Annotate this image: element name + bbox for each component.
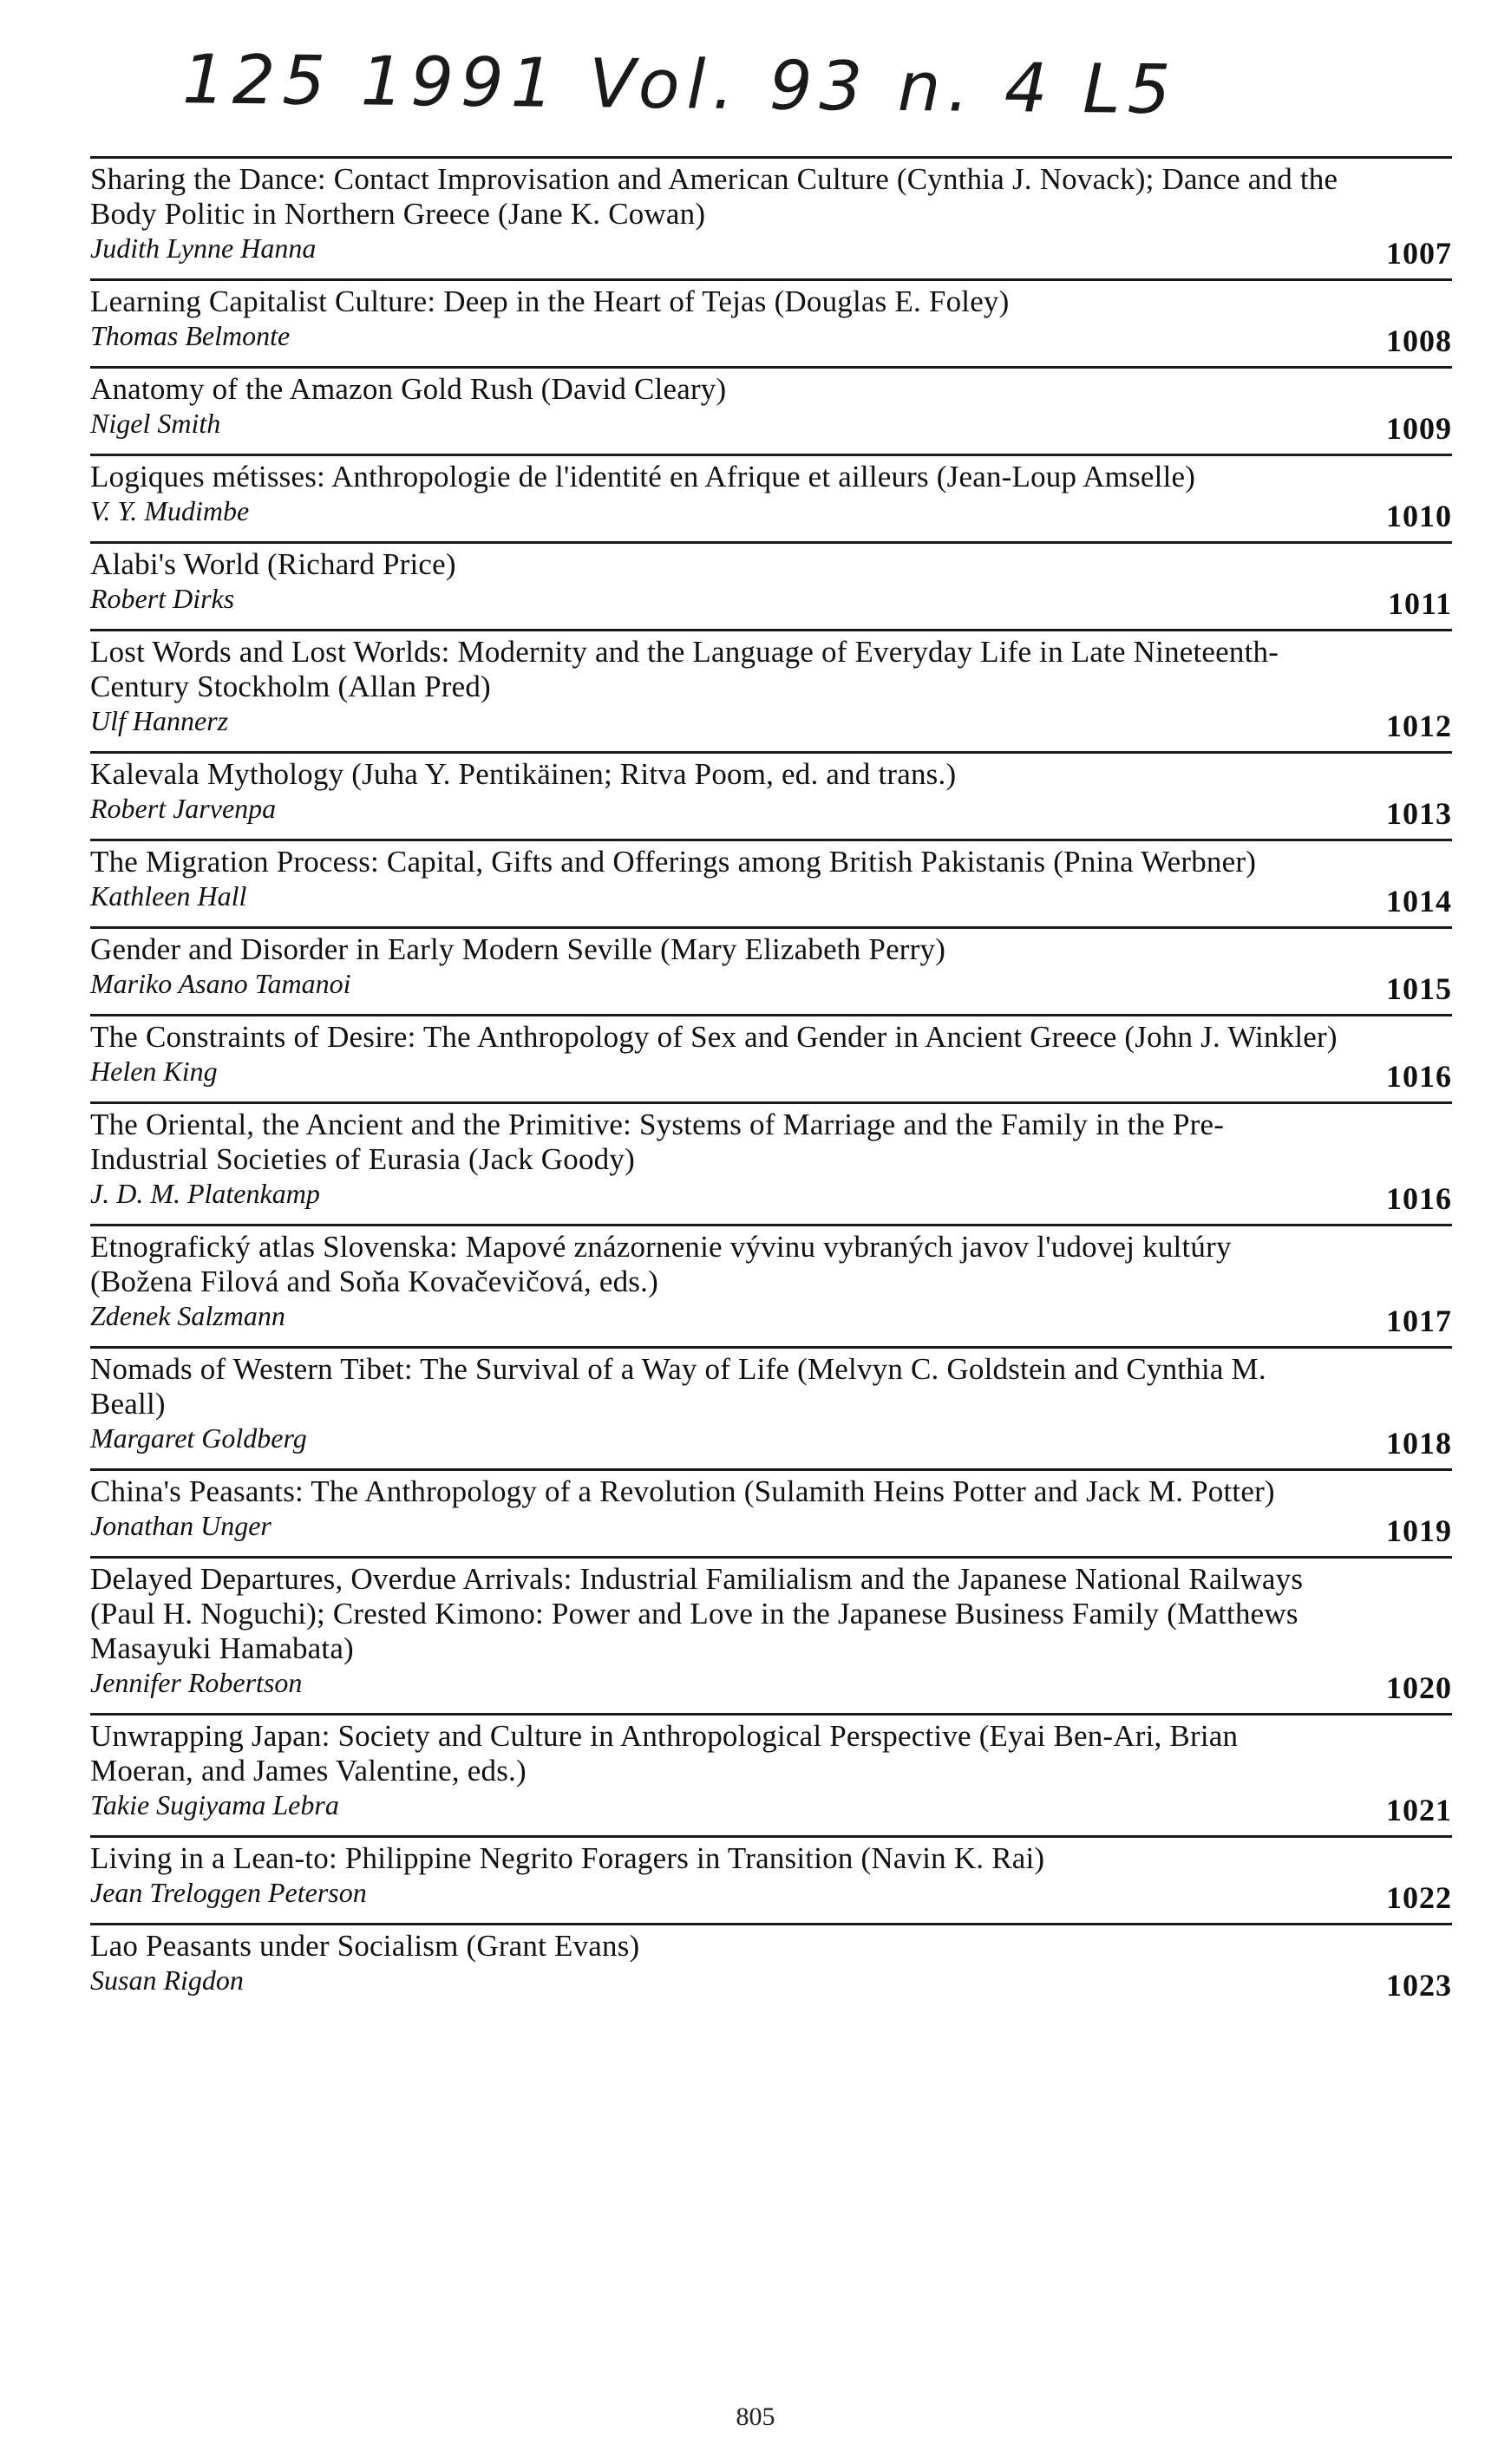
book-title: Anatomy of the Amazon Gold Rush (David Cleary) <box>90 372 727 406</box>
page-number: 1010 <box>1386 499 1452 533</box>
reviewer-name: Kathleen Hall <box>90 880 247 912</box>
reviewer-name: Thomas Belmonte <box>90 320 291 351</box>
list-item <box>90 1923 1452 2010</box>
page-number: 1016 <box>1386 1181 1452 1216</box>
page-number: 1020 <box>1386 1670 1452 1705</box>
page-footer-number: 805 <box>736 2402 775 2431</box>
reviewer-name: Mariko Asano Tamanoi <box>90 968 351 999</box>
list-item <box>90 278 1452 366</box>
page-number: 1018 <box>1386 1426 1452 1461</box>
reviewer-name: Zdenek Salzmann <box>90 1300 285 1331</box>
book-title: Kalevala Mythology (Juha Y. Pentikäinen; Ritva Poom, ed. and trans.) <box>90 757 957 791</box>
page-number: 1014 <box>1386 884 1452 918</box>
book-title: Unwrapping Japan: Society and Culture in Anthropological Perspective (Eyai Ben-Ari, Brian Moeran, and James Valentine, eds.) <box>90 1719 1239 1788</box>
page-number: 1011 <box>1387 586 1452 621</box>
book-title: Alabi's World (Richard Price) <box>90 547 456 581</box>
reviewer-name: Jean Treloggen Peterson <box>90 1877 367 1908</box>
book-title: Lao Peasants under Socialism (Grant Evans) <box>90 1929 640 1963</box>
list-item <box>90 1014 1452 1101</box>
reviewer-name: Robert Dirks <box>90 583 235 614</box>
page-number: 1015 <box>1386 971 1452 1006</box>
page-number: 1021 <box>1386 1793 1452 1827</box>
list-item <box>90 1346 1452 1468</box>
review-list <box>90 156 1452 2010</box>
list-item <box>90 1835 1452 1923</box>
reviewer-name: J. D. M. Platenkamp <box>90 1178 320 1209</box>
list-item <box>90 156 1452 278</box>
reviewer-name: Susan Rigdon <box>90 1964 244 1996</box>
list-item <box>90 1468 1452 1556</box>
reviewer-name: Ulf Hannerz <box>90 705 229 736</box>
reviewer-name: Nigel Smith <box>90 408 221 439</box>
reviewer-name: V. Y. Mudimbe <box>90 495 250 526</box>
page-number: 1017 <box>1386 1304 1452 1338</box>
page-number: 1022 <box>1386 1880 1452 1915</box>
page-number: 1012 <box>1386 709 1452 743</box>
list-item <box>90 629 1452 751</box>
reviewer-name: Takie Sugiyama Lebra <box>90 1789 339 1820</box>
book-title: Living in a Lean-to: Philippine Negrito Foragers in Transition (Navin K. Rai) <box>90 1841 1045 1875</box>
book-title: Delayed Departures, Overdue Arrivals: Industrial Familialism and the Japanese National Railways (Paul H. Noguchi); Crested Kimono: Power and Love in the Japanese Business Family (Matthews Masayuki Hamabata) <box>90 1562 1304 1665</box>
page-number: 1016 <box>1386 1059 1452 1094</box>
list-item <box>90 1224 1452 1346</box>
book-title: Nomads of Western Tibet: The Survival of a Way of Life (Melvyn C. Goldstein and Cynthia M. Beall) <box>90 1352 1266 1421</box>
list-item <box>90 839 1452 926</box>
book-title: The Constraints of Desire: The Anthropology of Sex and Gender in Ancient Greece (John J. Winkler) <box>90 1020 1338 1054</box>
page-number: 1009 <box>1386 411 1452 446</box>
list-item <box>90 1101 1452 1224</box>
page-number: 1013 <box>1386 796 1452 831</box>
reviewer-name: Jonathan Unger <box>90 1510 271 1541</box>
reviewer-name: Robert Jarvenpa <box>90 793 277 824</box>
list-item <box>90 926 1452 1014</box>
book-title: Logiques métisses: Anthropologie de l'identité en Afrique et ailleurs (Jean-Loup Amselle) <box>90 460 1196 493</box>
book-title: Etnografický atlas Slovenska: Mapové znázornenie vývinu vybraných javov l'udovej kultúry (Božena Filová and Soňa Kovačevičová, eds.) <box>90 1230 1232 1298</box>
book-title: The Migration Process: Capital, Gifts and Offerings among British Pakistanis (Pnina Werbner) <box>90 845 1257 879</box>
reviewer-name: Jennifer Robertson <box>90 1667 303 1698</box>
reviewer-name: Margaret Goldberg <box>90 1422 307 1454</box>
list-item <box>90 541 1452 629</box>
list-item <box>90 1713 1452 1835</box>
page-number: 1023 <box>1386 1968 1452 2003</box>
list-item <box>90 366 1452 454</box>
book-title: The Oriental, the Ancient and the Primitive: Systems of Marriage and the Family in the Pre-Industrial Societies of Eurasia (Jack Goody) <box>90 1108 1225 1176</box>
page-number: 1019 <box>1386 1513 1452 1548</box>
book-title: Lost Words and Lost Worlds: Modernity and the Language of Everyday Life in Late Nineteenth-Century Stockholm (Allan Pred) <box>90 635 1279 703</box>
book-title: Gender and Disorder in Early Modern Seville (Mary Elizabeth Perry) <box>90 932 946 966</box>
handwritten-catalog-note: 125 1991 Vol. 93 n. 4 L5 <box>181 41 1178 130</box>
page-number: 1007 <box>1386 236 1452 271</box>
book-title: Sharing the Dance: Contact Improvisation and American Culture (Cynthia J. Novack); Dance and the Body Politic in Northern Greece (Jane K. Cowan) <box>90 162 1338 231</box>
list-item <box>90 454 1452 541</box>
reviewer-name: Helen King <box>90 1056 218 1087</box>
book-title: China's Peasants: The Anthropology of a Revolution (Sulamith Heins Potter and Jack M. Potter) <box>90 1474 1275 1508</box>
list-item <box>90 1556 1452 1713</box>
page-number: 1008 <box>1386 324 1452 358</box>
book-title: Learning Capitalist Culture: Deep in the Heart of Tejas (Douglas E. Foley) <box>90 284 1010 318</box>
reviewer-name: Judith Lynne Hanna <box>90 232 317 264</box>
list-item <box>90 751 1452 839</box>
